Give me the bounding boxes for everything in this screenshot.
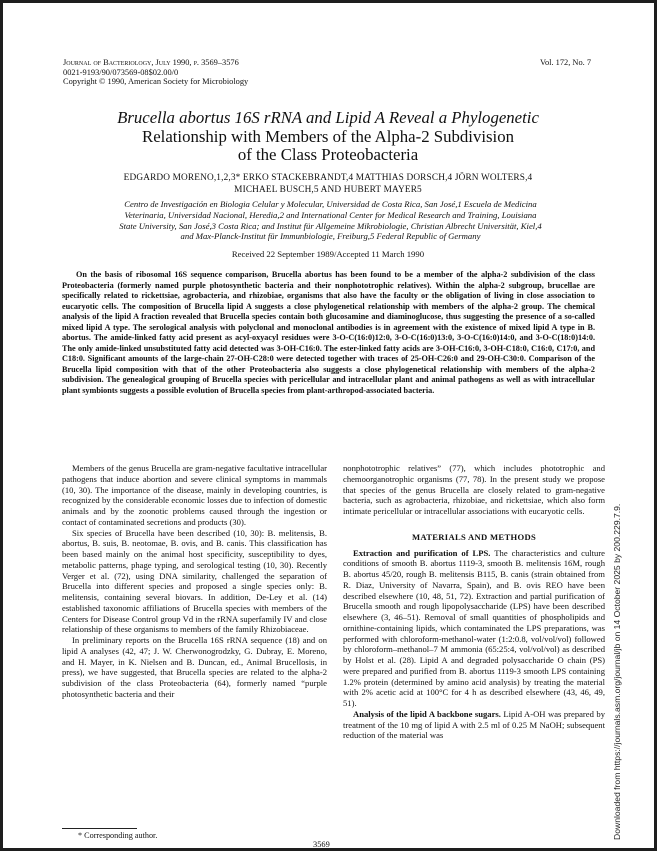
author-list: [43, 173, 613, 196]
download-watermark: Downloaded from https://journals.asm.org/journal/jb on 14 October 2025 by 200.229.7.9.: [612, 503, 622, 840]
authors-line-2: MICHAEL BUSCH,5 AND HUBERT MAYER5: [234, 184, 422, 195]
intro-paragraph-4: nonphototrophic relatives” (77), which includes phototrophic and chemoorganotrophic organisms (77, 78). In the present study we propose that species of the genus Brucella are closely related to gram-negative bacteria, such as agrobacteria, rhizobiae, and rickettsiae, which also form intimate pericellular or intracellular associations with eucaryotic cells.: [343, 463, 605, 516]
title-line-2: Relationship with Members of the Alpha-2 Subdivision: [142, 126, 514, 146]
page-number: 3569: [313, 840, 330, 849]
right-column: [343, 463, 605, 741]
affiliation-line-2: Veterinaria, Universidad Nacional, Heredia,2 and International Center for Medical Research and Training, Louisiana: [124, 209, 537, 220]
title-line-3: of the Class Proteobacteria: [237, 145, 419, 164]
affiliation-line-1: Centro de Investigación en Biologia Celular y Molecular, Universidad de Costa Rica, San José,1 Escuela de Medicina: [124, 199, 537, 209]
issn-code: 0021-9193/90/073569-08$02.00/0: [63, 67, 179, 77]
subheading-lps: Extraction and purification of LPS.: [353, 547, 491, 558]
abstract-text: On the basis of ribosomal 16S sequence comparison, Brucella abortus has been found to be a member of the alpha-2 subdivision of the class Proteobacteria (formerly named purple photosynthetic bacteria and their nonphototrophic relatives). Within the alpha-2 subgroup, brucellae are specifically related to rickettsiae, agrobacteria, and rhizobiae, organisms that also have the faculty or the obligation of living in close association to eucaryotic cells. The composition of Brucella lipid A suggests a close phylogenetical relationship with members of the alpha-2 group. The chemical analysis of the lipid A fraction revealed that Brucella species contain both glucosamine and diaminoglucose, thus suggesting the presence of a so-called mixed lipid A type. The serological analysis with polyclonal and monoclonal antibodies is in agreement with the existence of mixed lipid A type in B. abortus. The amide-linked fatty acid present as acyl-oxyacyl residues were 3-O-C(16:0)12:0, 3-O-C(16:0)13:0, 3-O-C(16:0)14:0, and 3-O-C(18:0)14:0. The only amide-linked unsubstituted fatty acid detected was 3-OH-C16:0. The ester-linked fatty acids are 3-OH-C16:0, 3-OH-C18:0, C16:0, C17:0, and C18:0. Significant amounts of the large-chain 27-OH-C28:0 were detected together with traces of 25-OH-C26:0 and 29-OH-C30:0. Comparison of the Brucella lipid composition with that of the other Proteobacteria also suggests a close phylogenetical relationship with members of the alpha-2 subdivision. The genealogical grouping of Brucella species with pericellular and intracellular plant and animal pathogens as well as with intracellular plant symbionts suggests a possible evolution of Brucella species from plant-arthropod-associated bacteria.: [62, 270, 595, 395]
affiliation-line-4: and Max-Planck-Institut für Immunbiologie, Freiburg,5 Federal Republic of Germany: [180, 231, 481, 242]
intro-paragraph-3: In preliminary reports on the Brucella 16S rRNA sequence (18) and on lipid A analyses (42, 47; J. W. Cherwonogrodzky, G. Dubray, E. Moreno, and H. Mayer, in K. Nielsen and B. Duncan, ed., Animal Brucellosis, in press), we have suggested, that Brucella species are related to the alpha-2 subdivision of the class Proteobacteria (64), formerly named “purple photosynthetic bacteria and their: [62, 635, 327, 699]
abstract: [62, 270, 595, 396]
left-column: [62, 463, 327, 700]
copyright-notice: Copyright © 1990, American Society for Microbiology: [63, 77, 249, 87]
received-dates: Received 22 September 1989/Accepted 11 March 1990: [231, 249, 425, 259]
subheading-sugars: Analysis of the lipid A backbone sugars.: [353, 708, 501, 719]
intro-paragraph-2: Six species of Brucella have been described (10, 30): B. melitensis, B. abortus, B. suis, B. neotomae, B. ovis, and B. canis. This classification has been based mainly on the animal host specificity, susceptibility to dyes, metabolic patterns, phage typing, and serological testing (10, 30). Recently Verger et al. (72), using DNA similarity, challenged the separation of Brucella into different species and proposed a single species only: B. melitensis, containing several biovars. In addition, De-Ley et al. (14) established taxonomic affiliations of Brucella species with members of the Centers for Disease Control group Vd in the rRNA superfamily IV and close relationship of these organisms to members of the family Rhizobiaceae.: [62, 527, 327, 635]
footnote: * Corresponding author.: [78, 831, 158, 840]
volume-issue: Vol. 172, No. 7: [540, 58, 592, 67]
title-line-1: Brucella abortus 16S rRNA and Lipid A Reveal a Phylogenetic: [117, 108, 539, 127]
section-heading-methods: MATERIALS AND METHODS: [411, 531, 537, 542]
lps-text: The characteristics and culture conditions of smooth B. abortus 1119-3, smooth B. melitensis 16M, rough B. abortus 45/20, rough B. melitensis B115, B. canis (strain obtained from R. Diaz, University of Navarra, Spain), and B. ovis REO have been described elsewhere (10, 48, 51, 72). Extraction and partial purification of Brucella smooth and rough lipopolysaccharide (LPS) have been described elsewhere (3, 46–51). Removal of small quantities of phospholipids and ornithine-containing lipids, which contaminated the LPS preparations, was performed with chloroform-methanol-water (1:2:0.8, vol/vol/vol) followed by chloroform–methanol–7 M ammonia (65:25:4, vol/vol/vol) as described by Holst et al. (28). Lipid A and degraded polysaccharide O chain (PS) were prepared and purified from B. abortus 1119-3 smooth LPS containing 1.2% protein (determined by amino acid analysis) by treating the material with 2% acetic acid at 100°C for 4 h as described elsewhere (43, 46, 49, 51).: [343, 547, 606, 708]
footnote-divider: [62, 828, 137, 829]
journal-header: [63, 58, 248, 87]
article-title: [43, 109, 613, 165]
intro-paragraph-1: Members of the genus Brucella are gram-negative facultative intracellular pathogens that induce abortion and severe clinical symptoms in mammals (10, 30). The importance of the disease, mainly in developing countries, is recognized by the considerable economic losses due to infection of domestic animals and by the zoonotic problems caused through the ingestion or contact of contaminated secretions and products (30).: [62, 463, 327, 527]
journal-page: [3, 3, 654, 848]
affiliation-line-3: State University, San José,3 Costa Rica; and Institut für Allgemeine Mikrobiologie, Christian Albrecht Universität, Kiel,4: [119, 220, 542, 231]
methods-paragraph-sugars: [343, 709, 605, 741]
authors-line-1: EDGARDO MORENO,1,2,3* ERKO STACKEBRANDT,4 MATTHIAS DORSCH,4 JÖRN WOLTERS,4: [123, 173, 533, 183]
methods-paragraph-lps: [343, 548, 605, 709]
affiliations: [43, 199, 618, 242]
sugars-text: Lipid A-OH was prepared by treatment of the 10 mg of lipid A with 2.5 ml of 0.25 M NaOH; subsequent reduction of the material was: [343, 708, 605, 741]
journal-citation: Journal of Bacteriology, July 1990, p. 3569–3576: [63, 58, 239, 67]
